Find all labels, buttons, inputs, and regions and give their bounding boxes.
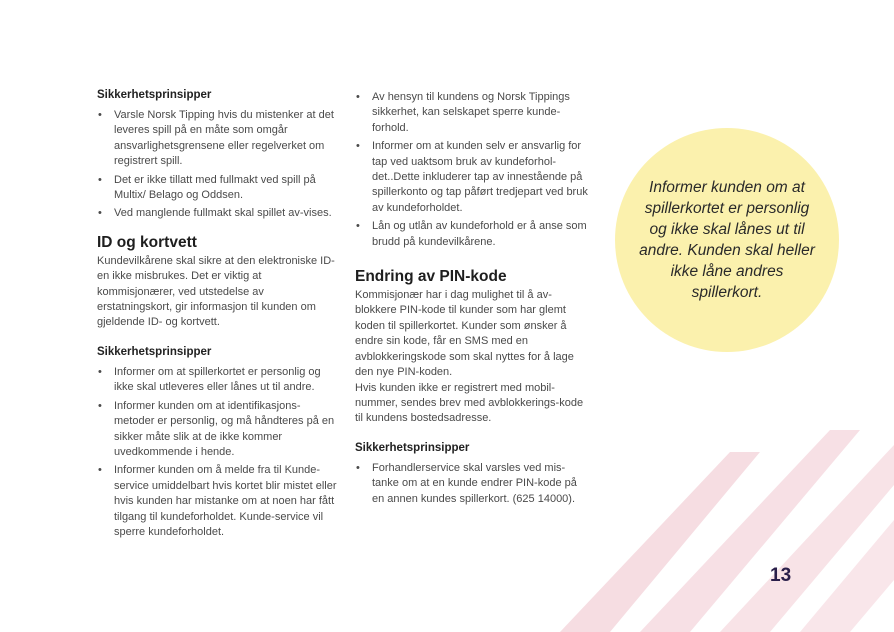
bullet-icon: •: [98, 399, 102, 412]
callout-bubble: [615, 128, 839, 352]
section-subheading: Sikkerhetsprinsipper: [97, 345, 212, 358]
list-item: • Informer kunden om å melde fra til Kunde-service umiddelbart hvis kortet blir mistet eller hvis kunden har mistanke om at noen har fått tilgang til kundeforholdet. Kunde-service vil sperre kundeforholdet.: [98, 464, 337, 538]
list-item: • Varsle Norsk Tipping hvis du mistenker at det leveres spill på en måte som omgår ansvarlighetsgrensene eller regelverket om registrert spill.: [98, 109, 334, 168]
bullet-icon: •: [356, 140, 360, 153]
list-item: • Det er ikke tillatt med fullmakt ved spill på Multix/ Belago og Oddsen.: [98, 173, 316, 202]
section-subheading: Sikkerhetsprinsipper: [355, 441, 470, 454]
bullet-list: [97, 365, 339, 540]
callout-text: Informer kunden om at spillerkortet er personlig og ikke skal lånes ut til andre. Kunden skal heller ikke låne andres spillerkort.: [639, 179, 815, 301]
section-subheading: Sikkerhetsprinsipper: [97, 89, 212, 101]
list-item: • Forhandlerservice skal varsles ved mis-tanke om at en kunde endrer PIN-kode på en annen kundes spillerkort. (625 14000).: [356, 461, 577, 505]
bullet-list: [97, 108, 339, 222]
bullet-icon: •: [356, 220, 360, 233]
bullet-icon: •: [98, 464, 102, 477]
list-item: • Informer kunden om at identifikasjons-metoder er personlig, og må håndteres på en sikker måte slik at de ikke kommer uvedkommende i hende.: [98, 399, 335, 458]
section-title-endring-av-pin-kode: Endring av PIN-kode: [355, 268, 507, 286]
list-item: • Ved manglende fullmakt skal spillet av-vises.: [97, 206, 339, 221]
bullet-icon: •: [98, 109, 102, 121]
left-column: [97, 88, 339, 543]
middle-column: [355, 90, 590, 510]
bullet-icon: •: [356, 461, 360, 474]
section-paragraph: Kundevilkårene skal sikre at den elektroniske ID-en ikke misbrukes. Det er viktig at kommisjonærer, ved utstedelse av erstatningskort, gir informasjon til kunden om gjeldende ID- og kortvett.: [97, 254, 335, 329]
section-paragraph: Hvis kunden ikke er registrert med mobil-nummer, sendes brev med avblokkerings-kode til kundens bostedsadresse.: [355, 381, 584, 425]
bullet-list: [355, 461, 590, 507]
section-title-id-og-kortvett: ID og kortvett: [97, 233, 197, 251]
list-item: • Informer om at kunden selv er ansvarlig for tap ved uaktsom bruk av kundeforhol-det..Dette inkluderer tap av innestående på spillerkonto og tap påført tredjepart ved bruk av kundeforholdet.: [356, 140, 588, 214]
list-item: • Informer om at spillerkortet er personlig og ikke skal utleveres eller lånes ut til andre.: [98, 365, 321, 394]
bullet-icon: •: [356, 91, 360, 103]
section-paragraph: Kommisjonær har i dag mulighet til å av-blokkere PIN-kode til kunder som har glemt koden til spillerkortet. Kunder som ønsker å endre sin kode, får en SMS med en avblokkeringskode som skal nyttes for å lage den nye PIN-koden.: [355, 289, 574, 379]
list-item: • Lån og utlån av kundeforhold er å anse som brudd på kundevilkårene.: [356, 220, 587, 248]
bullet-icon: •: [98, 207, 102, 220]
bullet-icon: •: [98, 365, 102, 378]
bullet-icon: •: [98, 173, 102, 186]
bullet-list: [355, 90, 590, 250]
list-item: • Av hensyn til kundens og Norsk Tippings sikkerhet, kan selskapet sperre kunde-forhold.: [356, 91, 570, 134]
page-number: 13: [770, 565, 792, 586]
